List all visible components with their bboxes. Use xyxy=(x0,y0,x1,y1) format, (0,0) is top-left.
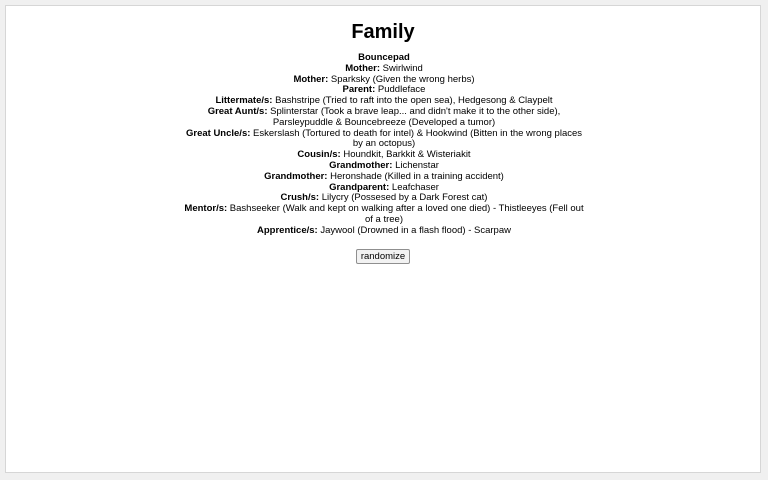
relation-value: Leafchaser xyxy=(391,181,439,193)
relation-label: Cousin/s: xyxy=(297,149,341,161)
relation-value: Bashstripe (Tried to raft into the open sea), Hedgesong & Claypelt xyxy=(275,95,553,107)
relation-row xyxy=(184,129,584,151)
page-title: Family xyxy=(351,21,415,43)
relation-value: Puddleface xyxy=(377,84,426,96)
cat-name: Bouncepad xyxy=(358,52,410,63)
relation-row xyxy=(184,204,584,226)
page-frame xyxy=(5,5,761,473)
relation-label: Grandmother: xyxy=(264,170,328,182)
relation-value: Sparksky (Given the wrong herbs) xyxy=(330,73,475,85)
relation-label: Parent: xyxy=(342,84,376,96)
relation-label: Apprentice/s: xyxy=(257,224,318,236)
relation-label: Grandmother: xyxy=(329,159,393,171)
relation-label: Littermate/s: xyxy=(215,95,273,107)
relation-label: Mother: xyxy=(293,73,329,85)
randomize-button[interactable]: randomize xyxy=(356,249,410,264)
relation-value: Jaywool (Drowned in a flash flood) - Scarpaw xyxy=(320,224,511,236)
relation-value: Lichenstar xyxy=(395,159,439,171)
relation-value: Eskerslash (Tortured to death for intel) & Hookwind (Bitten in the wrong places by an octopus) xyxy=(253,127,583,150)
relation-row xyxy=(184,226,584,237)
relation-label: Mentor/s: xyxy=(184,203,228,215)
relation-list xyxy=(184,64,584,237)
relation-value: Splinterstar (Took a brave leap... and didn't make it to the other side), Parsleypuddle & Bouncebreeze (Developed a tumor) xyxy=(270,105,561,128)
relation-value: Lilycry (Possesed by a Dark Forest cat) xyxy=(321,192,488,204)
relation-value: Heronshade (Killed in a training accident) xyxy=(330,170,504,182)
relation-label: Crush/s: xyxy=(280,192,320,204)
relation-label: Great Uncle/s: xyxy=(185,127,251,139)
relation-value: Swirlwind xyxy=(382,62,423,74)
relation-label: Grandparent: xyxy=(329,181,390,193)
relation-row xyxy=(184,107,584,129)
relation-label: Mother: xyxy=(345,62,381,74)
family-info xyxy=(184,53,584,237)
relation-label: Great Aunt/s: xyxy=(207,105,268,117)
relation-value: Bashseeker (Walk and kept on walking after a loved one died) - Thistleeyes (Fell out of a tree) xyxy=(229,203,584,225)
relation-value: Houndkit, Barkkit & Wisteriakit xyxy=(343,149,471,161)
controls xyxy=(6,246,760,264)
